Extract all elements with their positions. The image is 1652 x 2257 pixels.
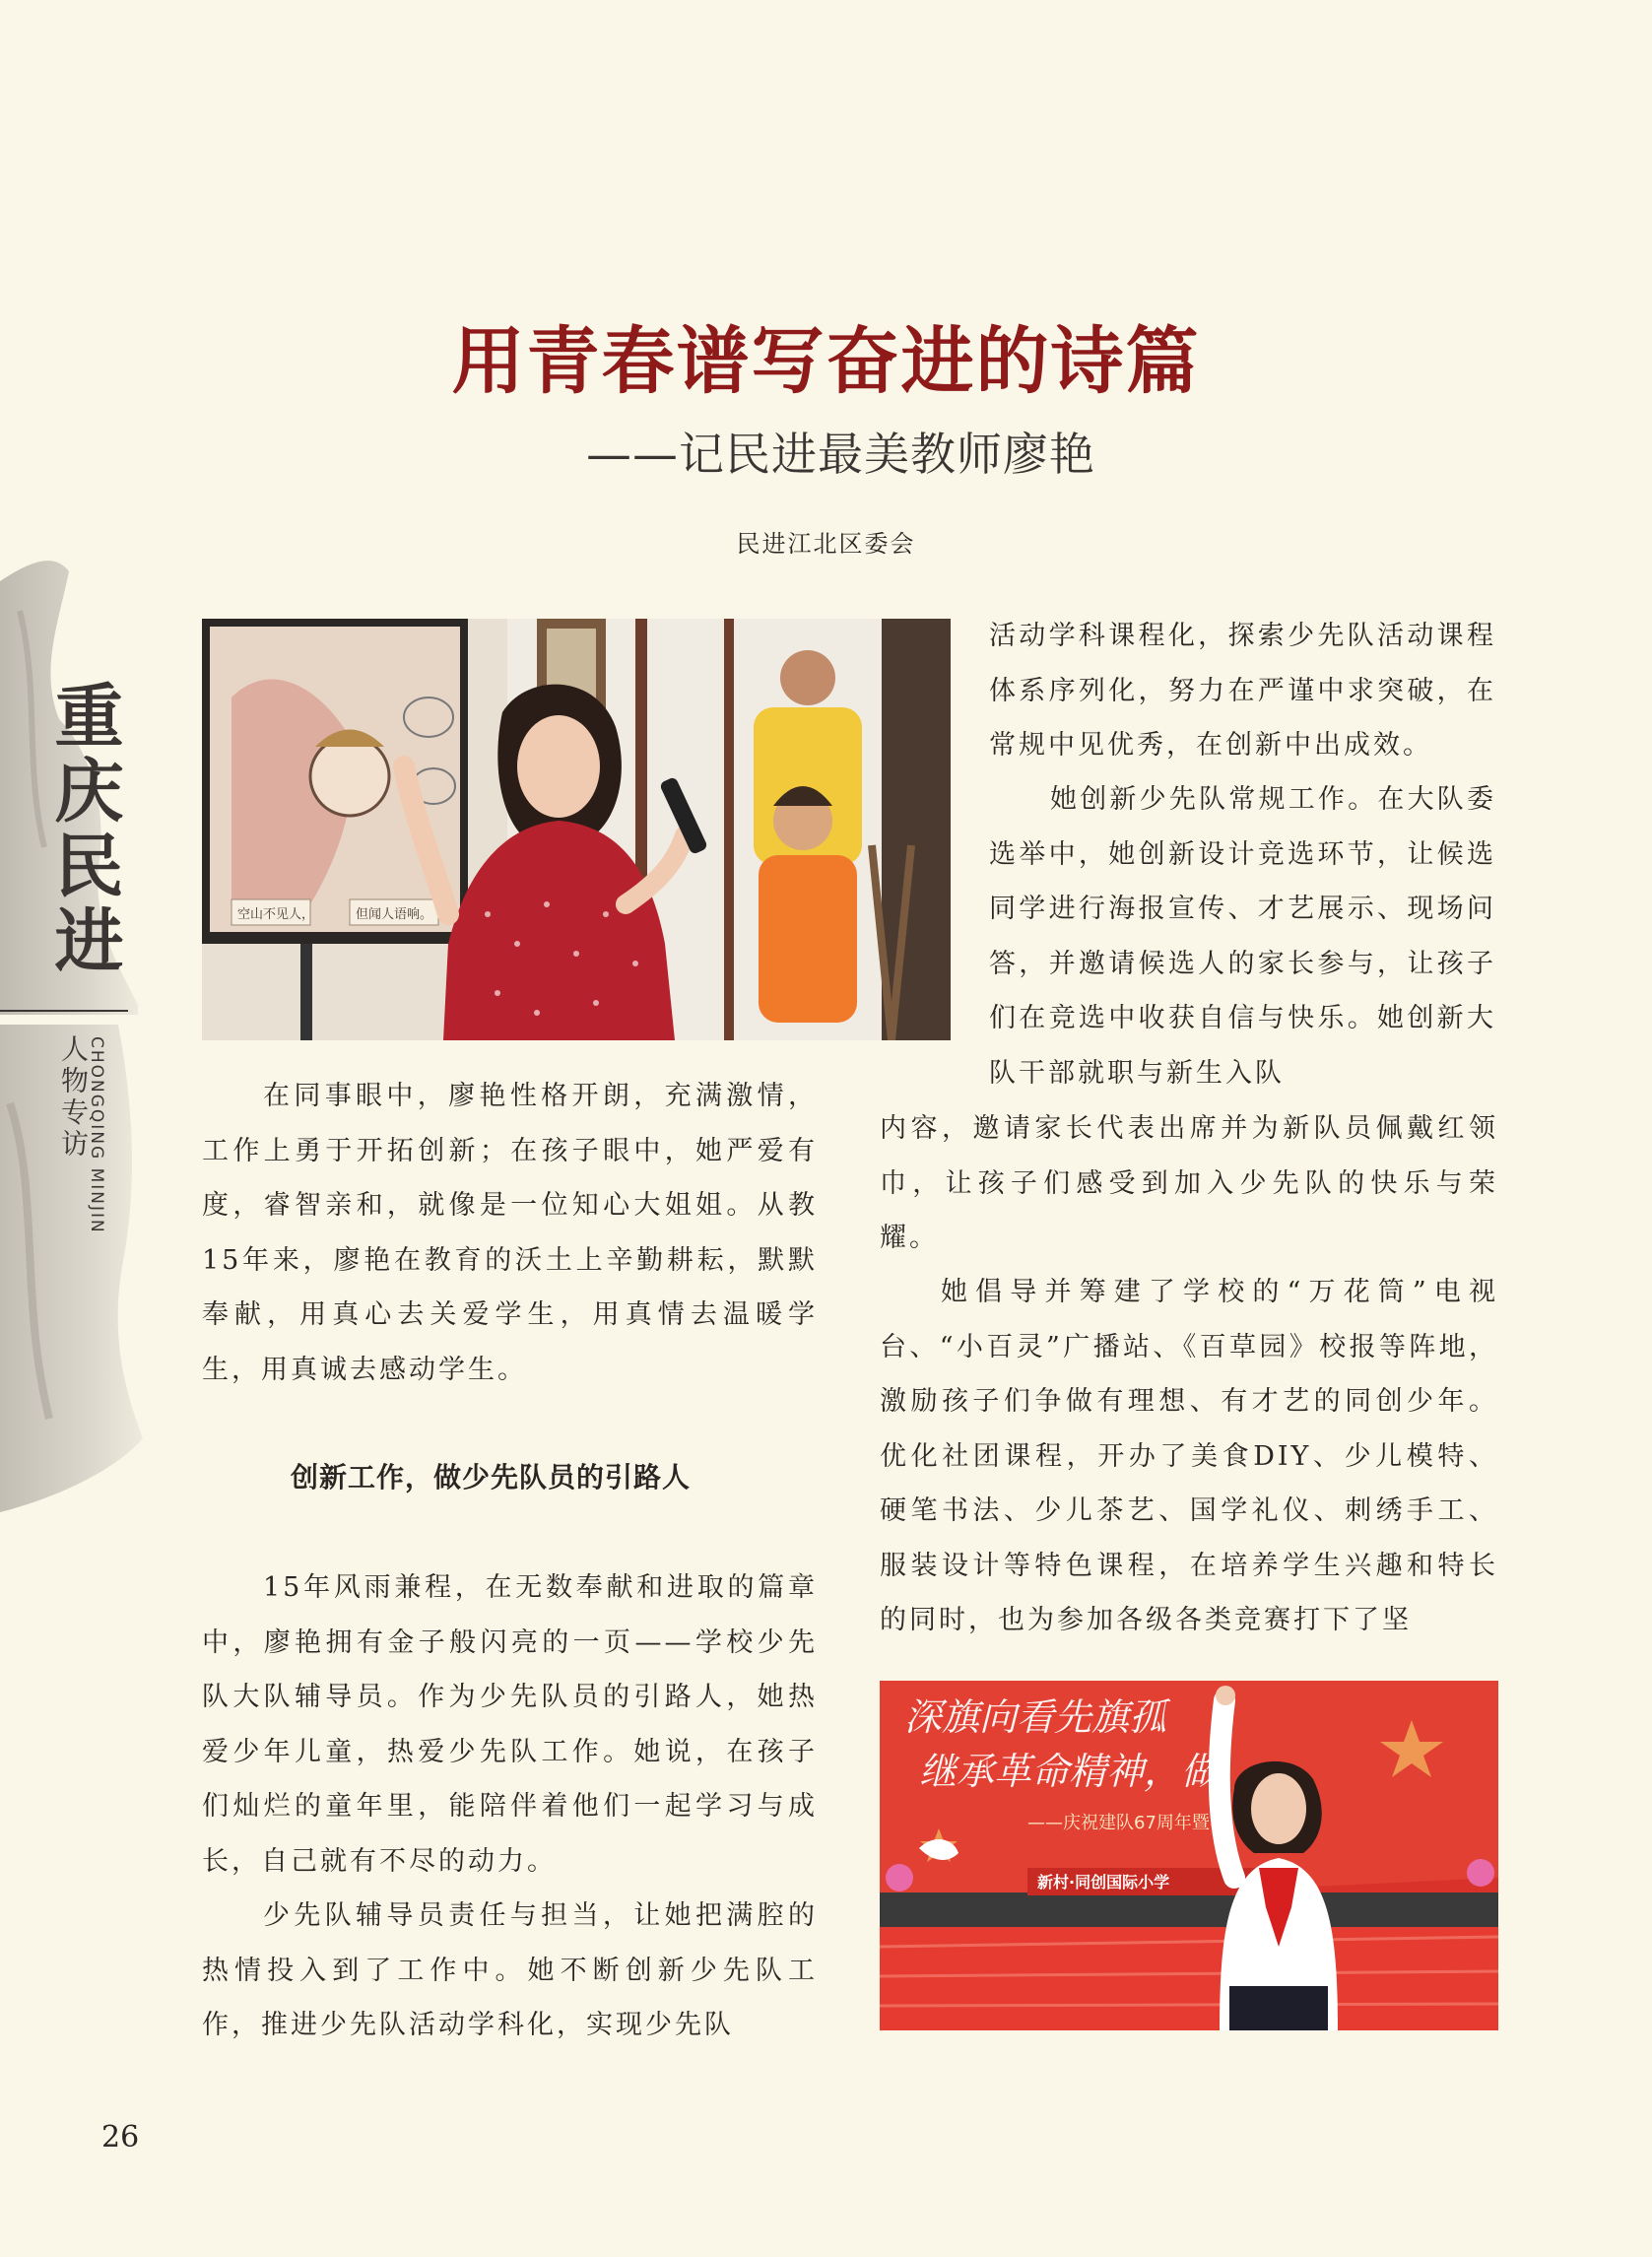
body-paragraph-right-3: 内容，邀请家长代表出席并为新队员佩戴红领巾，让孩子们感受到加入少先队的快乐与荣耀。 — [880, 1113, 1498, 1253]
magazine-brand-sidebar — [0, 552, 148, 1517]
column-name: 人物专访 — [57, 1034, 90, 1161]
article-subtitle: ——记民进最美教师廖艳 — [586, 428, 1095, 481]
screen-caption-2: 但闻人语响。 — [356, 907, 433, 922]
magazine-name-calligraphy: 重庆民进 — [43, 680, 125, 979]
brand-divider — [0, 1010, 128, 1012]
photo-teacher-salute-ceremony — [880, 1681, 1498, 2030]
magazine-english-name: CHONGQING MINJIN — [87, 1036, 106, 1234]
body-paragraph-right-1: 活动学科课程化，探索少先队活动课程体系序列化，努力在严谨中求突破，在常规中见优秀，在创新中出成效。 — [989, 621, 1496, 761]
page-number: 26 — [101, 2120, 140, 2155]
section-heading: 创新工作，做少先队员的引路人 — [291, 1461, 692, 1494]
body-paragraph-left-3: 少先队辅导员责任与担当，让她把满腔的热情投入到了工作中。她不断创新少先队工作，推进少先队活动学科化，实现少先队 — [202, 1900, 818, 2040]
body-paragraph-left-2: 15年风雨兼程，在无数奉献和进取的篇章中，廖艳拥有金子般闪亮的一页——学校少先队大队辅导员。作为少先队员的引路人，她热爱少年儿童，热爱少先队工作。她说，在孩子们灿烂的童年里，能陪伴着他们一起学习与成长，自己就有不尽的动力。 — [202, 1572, 818, 1877]
school-sign: 新村·同创国际小学 — [1037, 1873, 1170, 1892]
body-paragraph-right-2: 她创新少先队常规工作。在大队委选举中，她创新设计竞选环节，让候选同学进行海报宣传、才艺展示、现场问答，并邀请候选人的家长参与，让孩子们在竞选中收获自信与快乐。她创新大队干部就职与新生入队 — [989, 784, 1496, 1089]
body-paragraph-right-4: 她倡导并筹建了学校的“万花筒”电视台、“小百灵”广播站、《百草园》校报等阵地，激励孩子们争做有理想、有才艺的同创少年。优化社团课程，开办了美食DIY、少儿模特、硬笔书法、少儿茶艺、国学礼仪、刺绣手工、服装设计等特色课程，在培养学生兴趣和特长的同时，也为参加各级各类竞赛打下了坚 — [880, 1277, 1498, 1635]
photo-teacher-in-classroom — [202, 619, 951, 1040]
screen-caption-1: 空山不见人， — [237, 907, 315, 922]
article-author: 民进江北区委会 — [736, 530, 916, 558]
article-title: 用青春谱写奋进的诗篇 — [451, 319, 1201, 404]
banner-line-2: 继承革命精神，做 — [919, 1750, 1220, 1793]
body-paragraph-left-1: 在同事眼中，廖艳性格开朗，充满激情，工作上勇于开拓创新；在孩子眼中，她严爱有度，睿智亲和，就像是一位知心大姐姐。从教15年来，廖艳在教育的沃土上辛勤耕耘，默默奉献，用真心去关爱学生，用真情去温暖学生，用真诚去感动学生。 — [202, 1081, 818, 1385]
banner-line-3: ——庆祝建队67周年暨 — [1027, 1813, 1210, 1833]
banner-line-1: 深旗向看先旗孤 — [904, 1695, 1167, 1739]
